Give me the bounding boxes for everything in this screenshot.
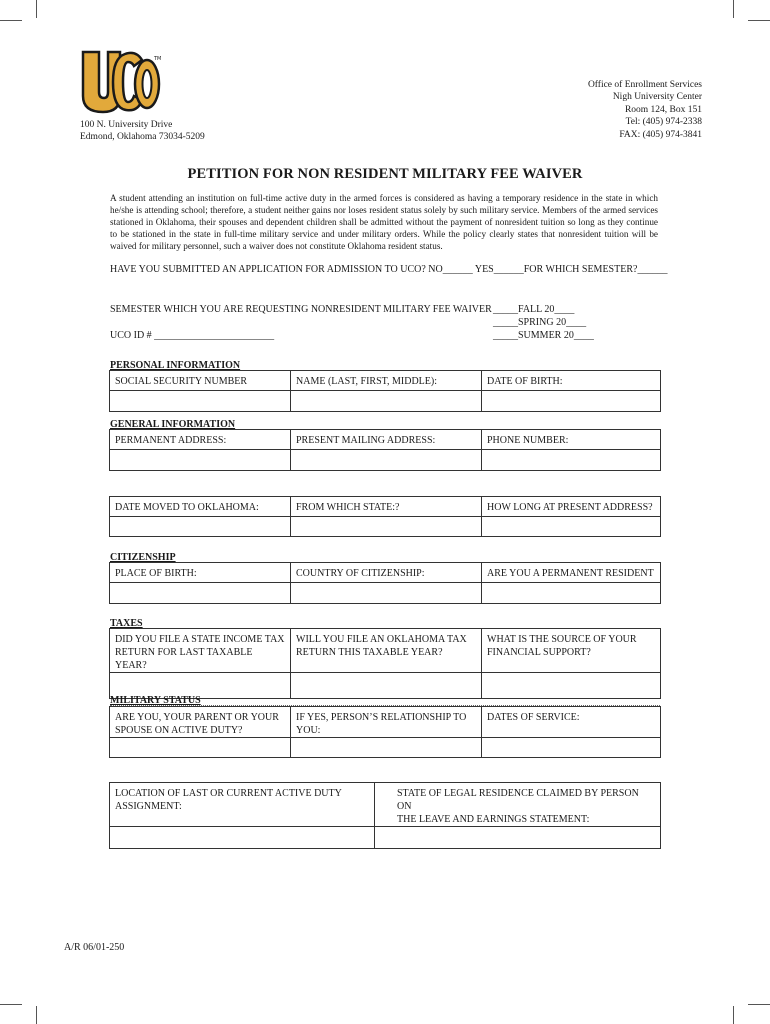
oklahoma-tax-input[interactable] [291,673,482,699]
place-of-birth-input[interactable] [110,583,291,604]
mailing-address-input[interactable] [291,450,482,471]
crop-mark [733,1006,734,1024]
oklahoma-tax-label: WILL YOU FILE AN OKLAHOMA TAX RETURN THIS TAXABLE YEAR? [291,629,482,673]
date-moved-label: DATE MOVED TO OKLAHOMA: [110,497,291,517]
duty-location-input[interactable] [110,827,375,849]
financial-support-input[interactable] [482,673,661,699]
ssn-input[interactable] [110,391,291,412]
crop-mark [748,1004,770,1005]
crop-mark [0,20,22,21]
uco-logo [80,46,162,116]
residence-table [109,496,661,537]
form-number: A/R 06/01-250 [64,942,125,953]
active-duty-label: ARE YOU, YOUR PARENT OR YOUR SPOUSE ON ACTIVE DUTY? [110,707,291,738]
permanent-resident-label: ARE YOU A PERMANENT RESIDENT [482,563,661,583]
how-long-label: HOW LONG AT PRESENT ADDRESS? [482,497,661,517]
taxes-heading: TAXES [110,618,143,629]
duty-location-label: LOCATION OF LAST OR CURRENT ACTIVE DUTY ASSIGNMENT: [110,783,375,827]
uco-id-field[interactable]: UCO ID # ________________________ [110,330,275,341]
country-label: COUNTRY OF CITIZENSHIP: [291,563,482,583]
spring-option[interactable]: _____SPRING 20____ [493,317,587,328]
military-status-heading: MILITARY STATUS [110,695,201,706]
crop-mark [0,1004,22,1005]
crop-mark [36,1006,37,1024]
relationship-label: IF YES, PERSON’S RELATIONSHIP TO YOU: [291,707,482,738]
legal-residence-label: STATE OF LEGAL RESIDENCE CLAIMED BY PERSON ON THE LEAVE AND EARNINGS STATEMENT: [375,783,661,827]
application-question[interactable]: HAVE YOU SUBMITTED AN APPLICATION FOR ADMISSION TO UCO? NO______ YES______FOR WHICH SEMESTER?______ [110,264,668,275]
relationship-input[interactable] [291,738,482,758]
name-label: NAME (LAST, FIRST, MIDDLE): [291,371,482,391]
place-of-birth-label: PLACE OF BIRTH: [110,563,291,583]
dob-input[interactable] [482,391,661,412]
country-input[interactable] [291,583,482,604]
phone-input[interactable] [482,450,661,471]
ssn-label: SOCIAL SECURITY NUMBER [110,371,291,391]
military-table [109,706,661,758]
general-info-heading: GENERAL INFORMATION [110,419,236,430]
date-moved-input[interactable] [110,517,291,537]
from-state-input[interactable] [291,517,482,537]
permanent-address-input[interactable] [110,450,291,471]
state-tax-label: DID YOU FILE A STATE INCOME TAX RETURN FOR LAST TAXABLE YEAR? [110,629,291,673]
duty-location-table [109,782,661,849]
summer-option[interactable]: _____SUMMER 20____ [493,330,594,341]
university-address: 100 N. University Drive Edmond, Oklahoma 73034-5209 [80,120,205,142]
permanent-address-label: PERMANENT ADDRESS: [110,430,291,450]
office-address: Office of Enrollment Services Nigh University Center Room 124, Box 151 Tel: (405) 974-2338 FAX: (405) 974-3841 [587,80,702,140]
name-input[interactable] [291,391,482,412]
fall-option[interactable]: _____FALL 20____ [493,304,575,315]
personal-info-table [109,370,661,412]
citizenship-table [109,562,661,604]
taxes-table [109,628,661,699]
intro-paragraph: A student attending an institution on full-time active duty in the armed forces is considered as having a temporary residence in the state in which he/she is attending school; therefore, a student neither gains nor loses resident status solely by such military service. Members of the armed services stationed in Oklahoma, their spouses and dependent children shall be admitted without the payment of nonresident tuition so long as they continue to be stationed in the state in full-time military service and under military orders. While the policy clearly states that nonresident tuition will be waived for military personnel, such a waiver does not constitute Oklahoma resident status. [110,193,658,251]
general-info-table [109,429,661,471]
personal-info-heading: PERSONAL INFORMATION [110,360,241,371]
crop-mark [36,0,37,18]
crop-mark [733,0,734,18]
how-long-input[interactable] [482,517,661,537]
mailing-address-label: PRESENT MAILING ADDRESS: [291,430,482,450]
active-duty-input[interactable] [110,738,291,758]
permanent-resident-input[interactable] [482,583,661,604]
phone-label: PHONE NUMBER: [482,430,661,450]
dates-of-service-input[interactable] [482,738,661,758]
legal-residence-input[interactable] [375,827,661,849]
financial-support-label: WHAT IS THE SOURCE OF YOUR FINANCIAL SUPPORT? [482,629,661,673]
dob-label: DATE OF BIRTH: [482,371,661,391]
crop-mark [748,20,770,21]
svg-text:TM: TM [154,56,162,62]
citizenship-heading: CITIZENSHIP [110,552,176,563]
page-title: PETITION FOR NON RESIDENT MILITARY FEE WAIVER [187,166,583,182]
semester-question: SEMESTER WHICH YOU ARE REQUESTING NONRESIDENT MILITARY FEE WAIVER [110,304,492,315]
from-state-label: FROM WHICH STATE:? [291,497,482,517]
dates-of-service-label: DATES OF SERVICE: [482,707,661,738]
